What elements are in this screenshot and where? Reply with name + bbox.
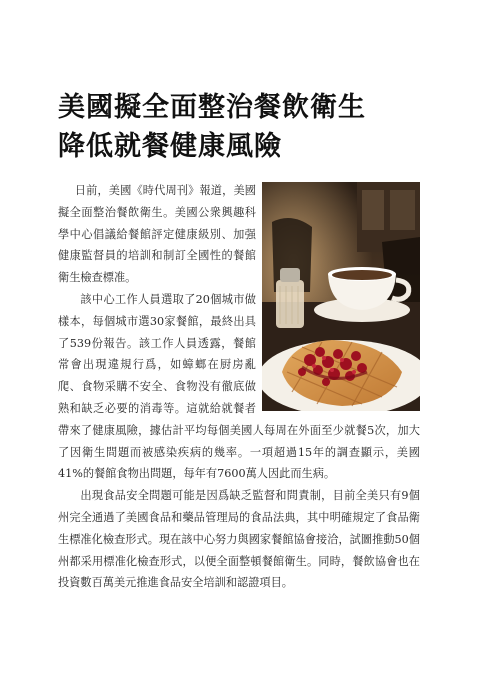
cafe-photo (262, 182, 420, 411)
paragraph-2: 該中心工作人員選取了20個城市做樣本，每個城市選30家餐館，最終出具了539份報告。該工作人員透露，餐館常會出現違規行爲，如蟑螂在厨房亂爬、食物采購不安全、食物没有徹底做熟和缺乏必要的消毒等。這就給就餐者帶來了健康風險，據估計平均每個美國人每周在外面至少就餐5次，加大了因衛生問題而被感染疾病的幾率。一項超過15年的調查顯示，美國41%的餐館食物出問題，每年有7600萬人因此而生病。 (58, 292, 420, 481)
headline-line-1: 美國擬全面整治餐飲衛生 (58, 92, 366, 123)
paragraph-1: 日前，美國《時代周刊》報道，美國擬全面整治餐飲衛生。美國公衆興趣科學中心倡議給餐館評定健康級別、加强健康監督員的培訓和制訂全國性的餐館衛生檢查標准。 (58, 184, 256, 285)
headline-line-2: 降低就餐健康風險 (58, 131, 282, 162)
article-body (58, 180, 420, 594)
article-headline (58, 88, 438, 166)
cafe-illustration (262, 182, 420, 411)
paragraph-3: 出現食品安全問題可能是因爲缺乏監督和問責制，目前全美只有9個州完全通過了美國食品和藥品管理局的食品法典，其中明確規定了食品衛生標准化檢查形式。現在該中心努力與國家餐館協會接洽，試圖推動50個州都采用標准化檢查形式，以便全面整頓餐館衛生。同時，餐飲協會也在投資數百萬美元推進食品安全培訓和認證項目。 (58, 489, 420, 590)
